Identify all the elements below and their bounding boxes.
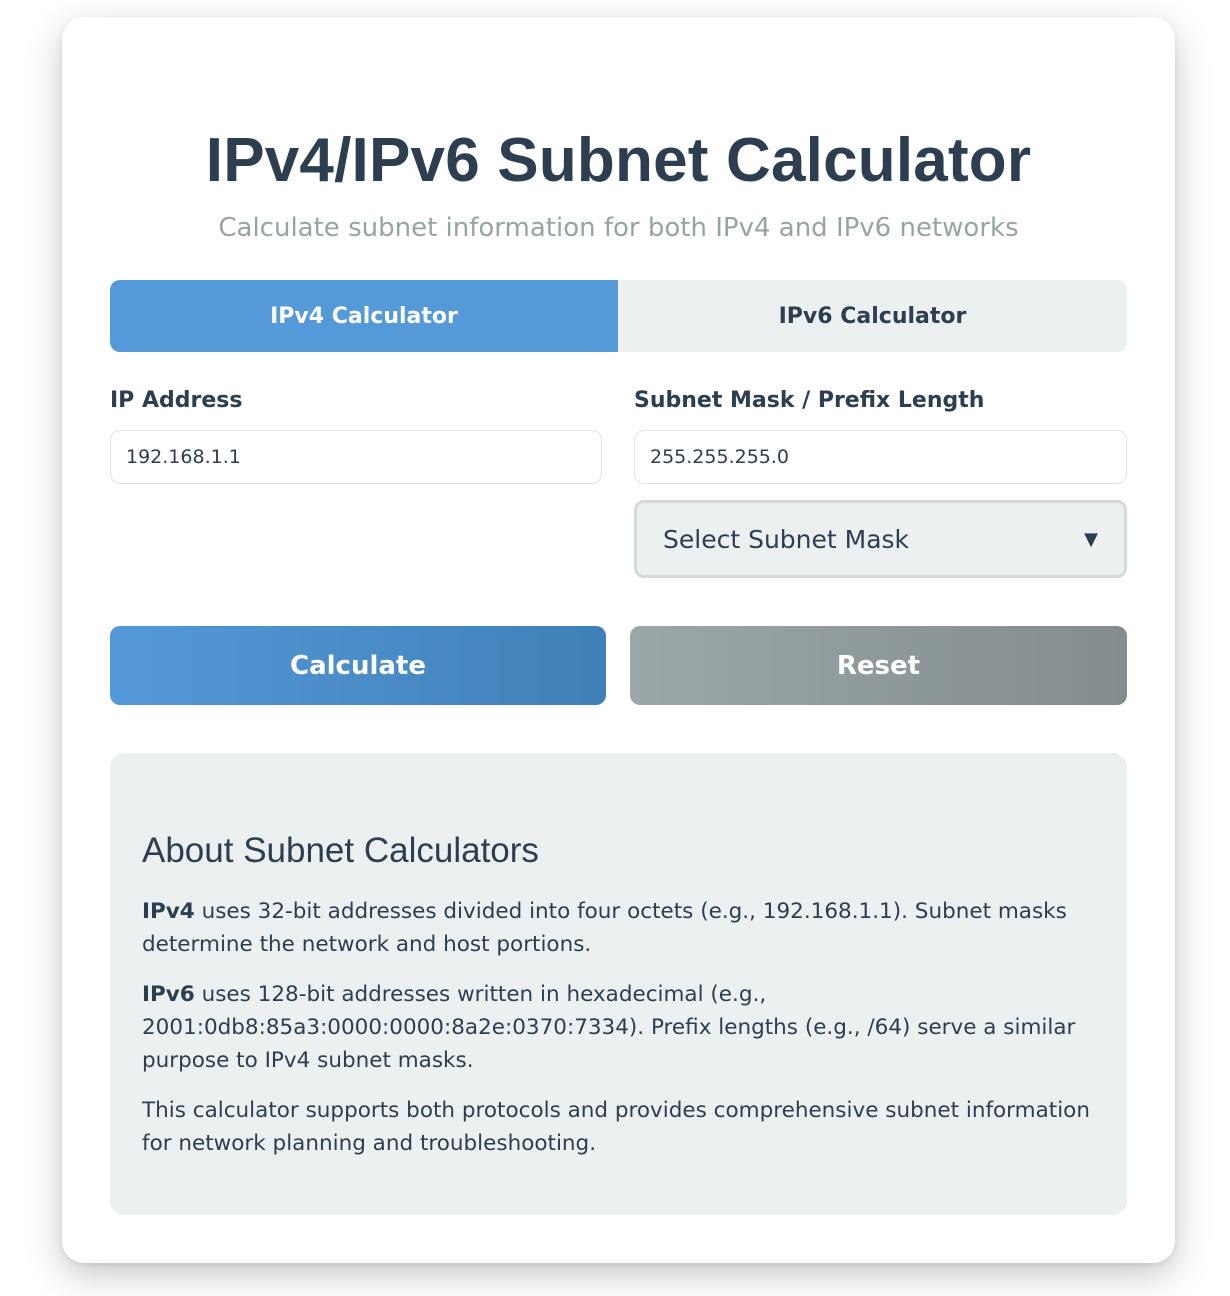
subnet-mask-input[interactable] bbox=[634, 430, 1127, 484]
ipv6-term: IPv6 bbox=[142, 982, 195, 1007]
page-title: IPv4/IPv6 Subnet Calculator bbox=[205, 126, 1032, 195]
page-subtitle: Calculate subnet information for both IPv4 and IPv6 networks bbox=[218, 213, 1019, 243]
ipv6-description: uses 128-bit addresses written in hexadecimal (e.g., 2001:0db8:85a3:0000:0000:8a2e:0370:7334). Prefix lengths (e.g., /64) serve a similar purpose to IPv4 subnet masks. bbox=[142, 982, 1076, 1073]
about-panel bbox=[110, 753, 1127, 1215]
tab-ipv4[interactable]: IPv4 Calculator bbox=[110, 280, 618, 352]
ip-address-input[interactable] bbox=[110, 430, 602, 484]
ipv4-description: uses 32-bit addresses divided into four octets (e.g., 192.168.1.1). Subnet masks determine the network and host portions. bbox=[142, 899, 1067, 957]
calculator-tabs bbox=[110, 280, 1127, 352]
tab-ipv6[interactable]: IPv6 Calculator bbox=[618, 280, 1127, 352]
about-heading: About Subnet Calculators bbox=[142, 831, 539, 870]
calculate-button[interactable]: Calculate bbox=[110, 626, 606, 705]
reset-button[interactable]: Reset bbox=[630, 626, 1127, 705]
subnet-mask-select-value: Select Subnet Mask bbox=[663, 524, 910, 554]
about-ipv6-paragraph bbox=[142, 978, 1095, 1077]
ipv4-term: IPv4 bbox=[142, 899, 195, 924]
about-ipv4-paragraph bbox=[142, 895, 1095, 961]
calculator-card bbox=[62, 17, 1175, 1263]
subnet-mask-label: Subnet Mask / Prefix Length bbox=[634, 388, 985, 413]
ip-address-label: IP Address bbox=[110, 388, 243, 413]
about-support-paragraph: This calculator supports both protocols and provides comprehensive subnet information for network planning and troubleshooting. bbox=[142, 1098, 1090, 1156]
subnet-mask-select[interactable] bbox=[634, 500, 1127, 578]
caret-down-icon: ▼ bbox=[1084, 528, 1098, 550]
